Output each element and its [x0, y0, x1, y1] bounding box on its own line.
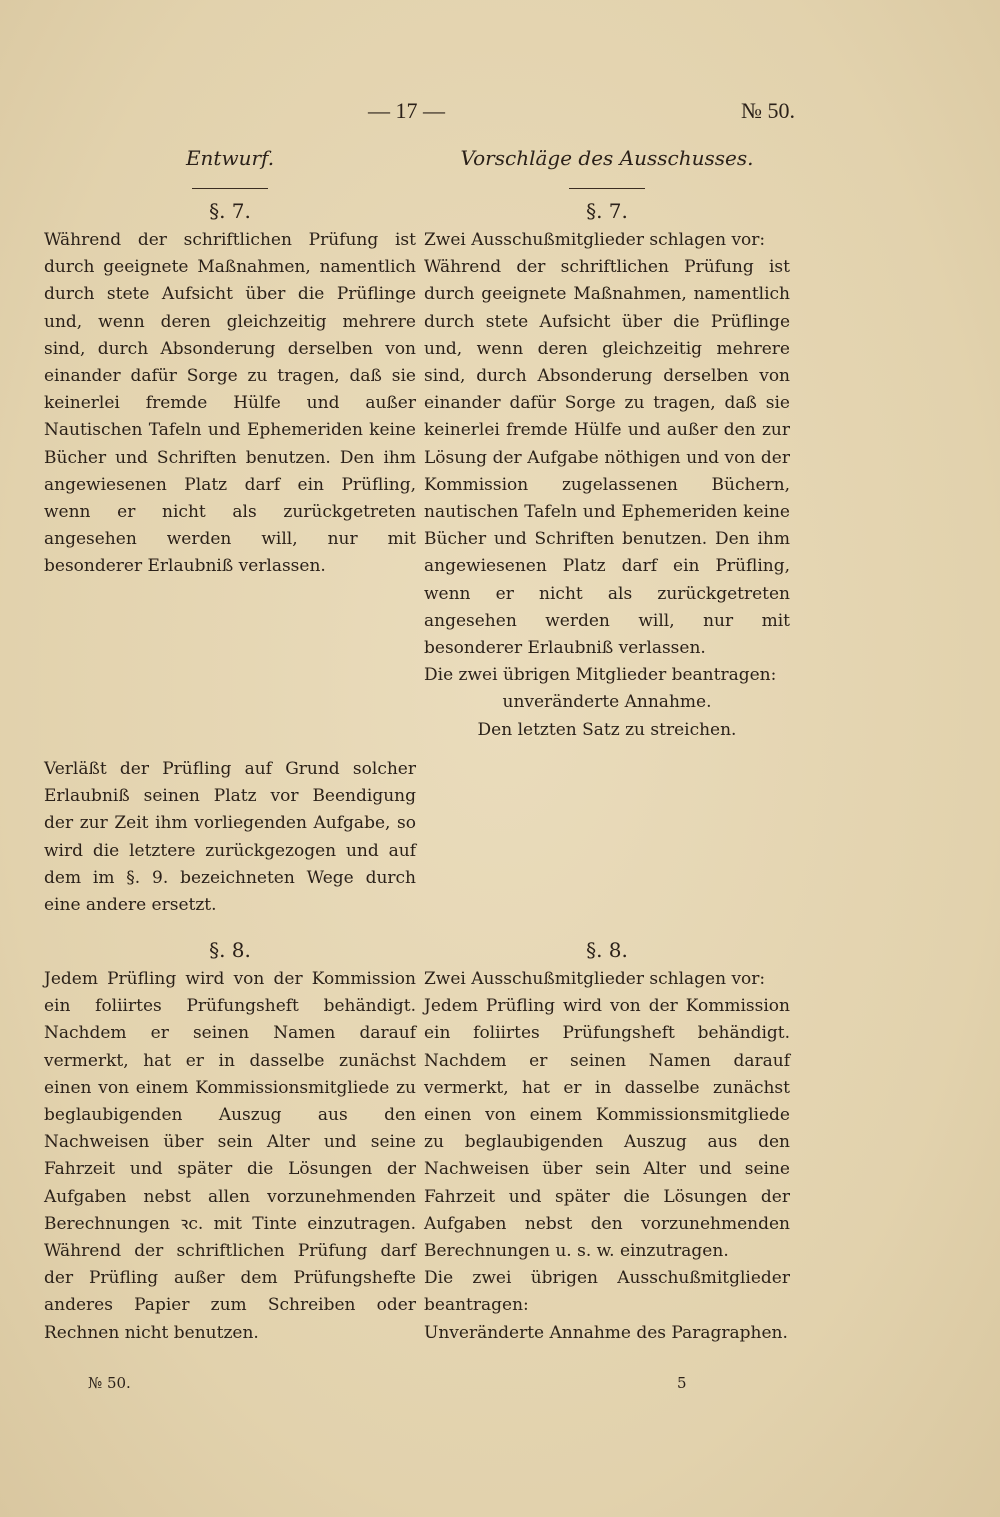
footer-signature-mark: 5 — [677, 1374, 687, 1392]
right-section-8 — [424, 928, 790, 1347]
title-rule — [569, 188, 645, 189]
left-column — [44, 140, 416, 581]
right-column-title: Vorschläge des Ausschusses. — [460, 146, 754, 170]
page-header — [0, 96, 1000, 130]
section-7-text: Während der schriftlichen Prüfung ist durch geeignete Maßnahmen, namentlich durch stete Aufsicht über die Prüflinge und, wenn deren gleichzeitig mehrere sind, durch Absonderung derselben von einander dafür Sorge zu tragen, daß sie keinerlei fremde Hülfe und außer Nautischen Tafeln und Ephemeriden keine Bücher und Schriften benutzen. Den ihm angewiesenen Platz darf ein Prüfling, wenn er nicht als zurückgetreten angesehen werden will, nur mit besonderer Erlaubniß verlassen. — [44, 230, 416, 577]
section-7-heading: §. 7. — [586, 199, 628, 223]
left-section-7-continuation — [44, 752, 416, 919]
page-number: — 17 — — [368, 98, 445, 123]
section-8-intro: Zwei Ausschußmitglieder schlagen vor: — [424, 969, 766, 989]
section-8-heading: §. 8. — [586, 938, 628, 962]
title-rule — [192, 188, 268, 189]
section-7-option-1: unveränderte Annahme. — [502, 692, 712, 713]
section-8-option: Unveränderte Annahme des Paragraphen. — [424, 1322, 788, 1343]
section-8-proposal: Jedem Prüfling wird von der Kommission ein foliirtes Prüfungsheft behändigt. Nachdem er seinen Namen darauf vermerkt, hat er in dasselbe zunächst einen von einem Kommissionsmitgliede zu beglaubigenden Auszug aus den Nachweisen über sein Alter und seine Fahrzeit und später die Lösungen der Aufgaben nebst den vorzunehmenden Berechnungen u. s. w. einzutragen. — [424, 996, 790, 1262]
footer-issue: № 50. — [88, 1374, 131, 1392]
section-7-heading: §. 7. — [209, 199, 251, 223]
section-8-heading: §. 8. — [209, 938, 251, 962]
section-7-text-2: Verläßt der Prüfling auf Grund solcher Erlaubniß seinen Platz vor Beendigung der zur Zeit ihm vorliegenden Aufgabe, so wird die letztere zurückgezogen und auf dem im §. 9. bezeichneten Wege durch eine andere ersetzt. — [44, 759, 416, 916]
right-column — [424, 140, 790, 744]
section-7-intro: Zwei Ausschußmitglieder schlagen vor: — [424, 230, 766, 250]
section-7-other-members: Die zwei übrigen Mitglieder beantragen: — [424, 665, 777, 686]
section-7-proposal: Während der schriftlichen Prüfung ist durch geeignete Maßnahmen, namentlich durch stete Aufsicht über die Prüflinge und, wenn deren gleichzeitig mehrere sind, durch Absonderung derselben von einander dafür Sorge zu tragen, daß sie keinerlei fremde Hülfe und außer den zur Lösung der Aufgabe nöthigen und von der Kommission zugelassenen Büchern, nautischen Tafeln und Ephemeriden keine Bücher und Schriften benutzen. Den ihm angewiesenen Platz darf ein Prüfling, wenn er nicht als zurückgetreten angesehen werden will, nur mit besonderer Erlaubniß verlassen. — [424, 257, 790, 659]
section-8-text: Jedem Prüfling wird von der Kommission ein foliirtes Prüfungsheft behändigt. Nachdem er seinen Namen darauf vermerkt, hat er in dasselbe zunächst einen von einem Kommissionsmitgliede zu beglaubigenden Auszug aus den Nachweisen über sein Alter und seine Fahrzeit und später die Lösungen der Aufgaben nebst allen vorzunehmenden Berechnungen ꝛc. mit Tinte einzutragen. Während der schriftlichen Prüfung darf der Prüfling außer dem Prüfungshefte anderes Papier zum Schreiben oder Rechnen nicht benutzen. — [44, 969, 416, 1343]
section-7-option-2: Den letzten Satz zu streichen. — [477, 719, 737, 740]
left-section-8 — [44, 928, 416, 1347]
left-column-title: Entwurf. — [185, 146, 275, 170]
issue-number: № 50. — [741, 98, 795, 123]
section-8-other-members: Die zwei übrigen Ausschußmitglieder beantragen: — [424, 1268, 790, 1316]
